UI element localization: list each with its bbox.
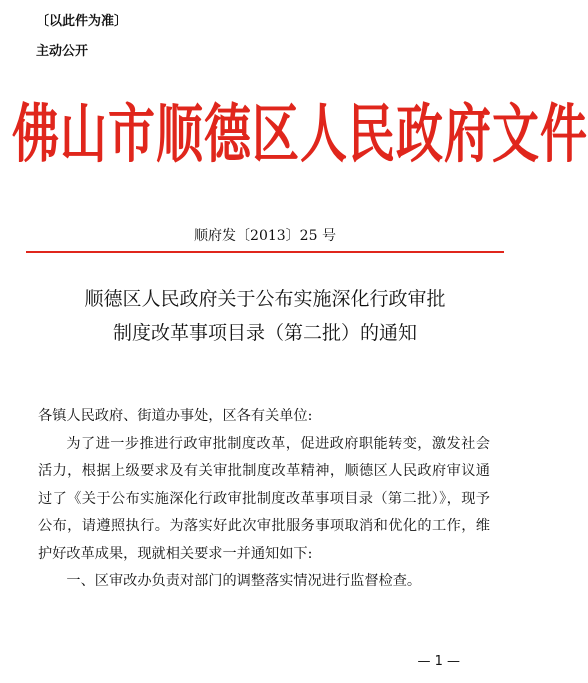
document-title — [30, 282, 500, 350]
document-body — [38, 403, 490, 596]
disclosure-label: 主动公开 — [36, 44, 89, 59]
title-line-1: 顺德区人民政府关于公布实施深化行政审批 — [84, 288, 446, 310]
page-number: — 1 — — [417, 654, 460, 669]
document-masthead: 佛山市顺德区人民政府文件 — [12, 98, 588, 173]
title-line-2: 制度改革事项目录（第二批）的通知 — [112, 322, 417, 344]
copy-note: 〔以此件为准〕 — [36, 14, 128, 29]
paragraph-1: 为了进一步推进行政审批制度改革，促进政府职能转变，激发社会活力，根据上级要求及有关审批制度改革精神，顺德区人民政府审议通过了《关于公布实施深化行政审批制度改革事项目录（第二批）》，现予公布，请遵照执行。为落实好此次审批服务事项取消和优化的工作，维护好改革成果，现就相关要求一并通知如下: — [38, 435, 490, 562]
document-number: 顺府发〔2013〕25 号 — [194, 228, 336, 244]
paragraph-2: 一、区审改办负责对部门的调整落实情况进行监督检查。 — [66, 573, 422, 589]
red-divider — [26, 251, 504, 253]
salutation: 各镇人民政府、街道办事处，区各有关单位: — [38, 408, 313, 424]
